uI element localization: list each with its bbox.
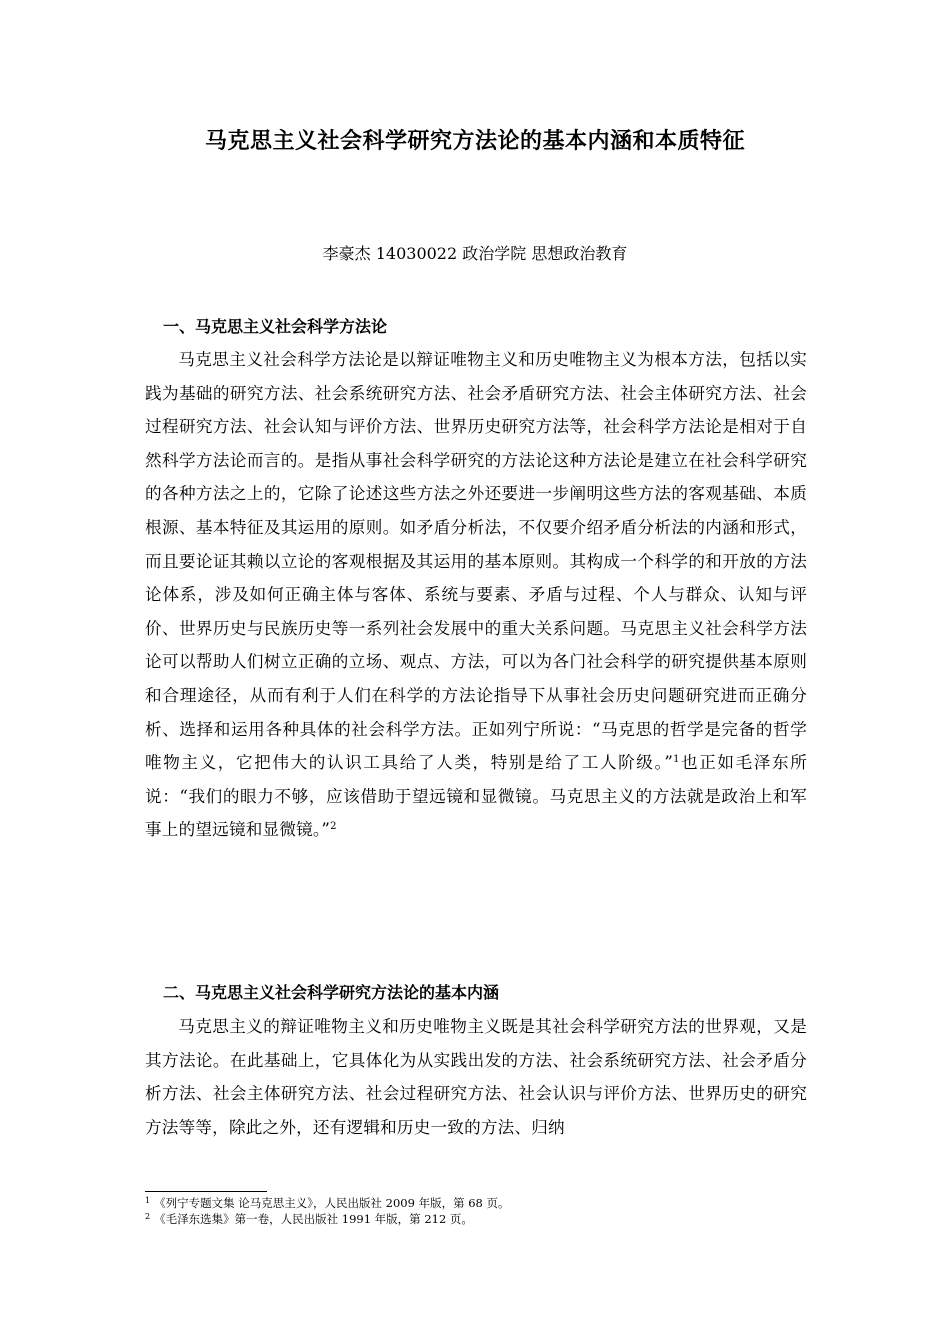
section-heading-1: 一、马克思主义社会科学方法论	[163, 317, 388, 336]
document-title: 马克思主义社会科学研究方法论的基本内涵和本质特征	[204, 128, 745, 154]
footnote-1	[145, 1195, 807, 1211]
section-paragraph-2: 马克思主义的辩证唯物主义和历史唯物主义既是其社会科学研究方法的世界观，又是其方法论。在此基础上，它具体化为从实践出发的方法、社会系统研究方法、社会矛盾分析方法、社会主体研究方法、社会过程研究方法、社会认识与评价方法、世界历史的研究方法等等，除此之外，还有逻辑和历史一致的方法、归纳	[145, 1017, 807, 1137]
paragraph-text: 马克思主义社会科学方法论是以辩证唯物主义和历史唯物主义为根本方法，包括以实践为基础的研究方法、社会系统研究方法、社会矛盾研究方法、社会主体研究方法、社会过程研究方法、社会认知与评价方法、世界历史研究方法等，社会科学方法论是相对于自然科学方法论而言的。是指从事社会科学研究的方法论这种方法论是建立在社会科学研究的各种方法之上的，它除了论述这些方法之外还要进一步阐明这些方法的客观基础、本质根源、基本特征及其运用的原则。如矛盾分析法，不仅要介绍矛盾分析法的内涵和形式，而且要论证其赖以立论的客观根据及其运用的基本原则。其构成一个科学的和开放的方法论体系，涉及如何正确主体与客体、系统与要素、矛盾与过程、个人与群众、认知与评价、世界历史与民族历史等一系列社会发展中的重大关系问题。马克思主义社会科学方法论可以帮助人们树立正确的立场、观点、方法，可以为各门社会科学的研究提供基本原则和合理途径，从而有利于人们在科学的方法论指导下从事社会历史问题研究进而正确分析、选择和运用各种具体的社会科学方法。正如列宁所说：“马克思的哲学是完备的哲学唯物主义，它把伟大的认识工具给了人类，特别是给了工人阶级。”	[145, 350, 807, 773]
footnote-2	[145, 1211, 807, 1227]
section-heading-2: 二、马克思主义社会科学研究方法论的基本内涵	[163, 983, 500, 1002]
footnote-reference-1[interactable]: 1	[673, 754, 680, 766]
footnote-number: 1	[145, 1196, 151, 1205]
footnote-reference-2[interactable]: 2	[330, 821, 337, 833]
section-paragraph-1	[145, 343, 807, 847]
footnote-text: 《毛泽东选集》第一卷，人民出版社 1991 年版，第 212 页。	[154, 1212, 473, 1226]
paragraph-text-continued: 也正如毛泽东所说：“我们的眼力不够，应该借助于望远镜和显微镜。马克思主义的方法就是政治上和军事上的望远镜和显微镜。”	[145, 753, 807, 840]
footnote-number: 2	[145, 1212, 151, 1221]
author-line: 李豪杰 14030022 政治学院 思想政治教育	[322, 244, 628, 263]
footnote-text: 《列宁专题文集 论马克思主义》，人民出版社 2009 年版，第 68 页。	[154, 1196, 510, 1210]
footnote-separator	[145, 1191, 267, 1192]
footnotes	[145, 1195, 807, 1227]
